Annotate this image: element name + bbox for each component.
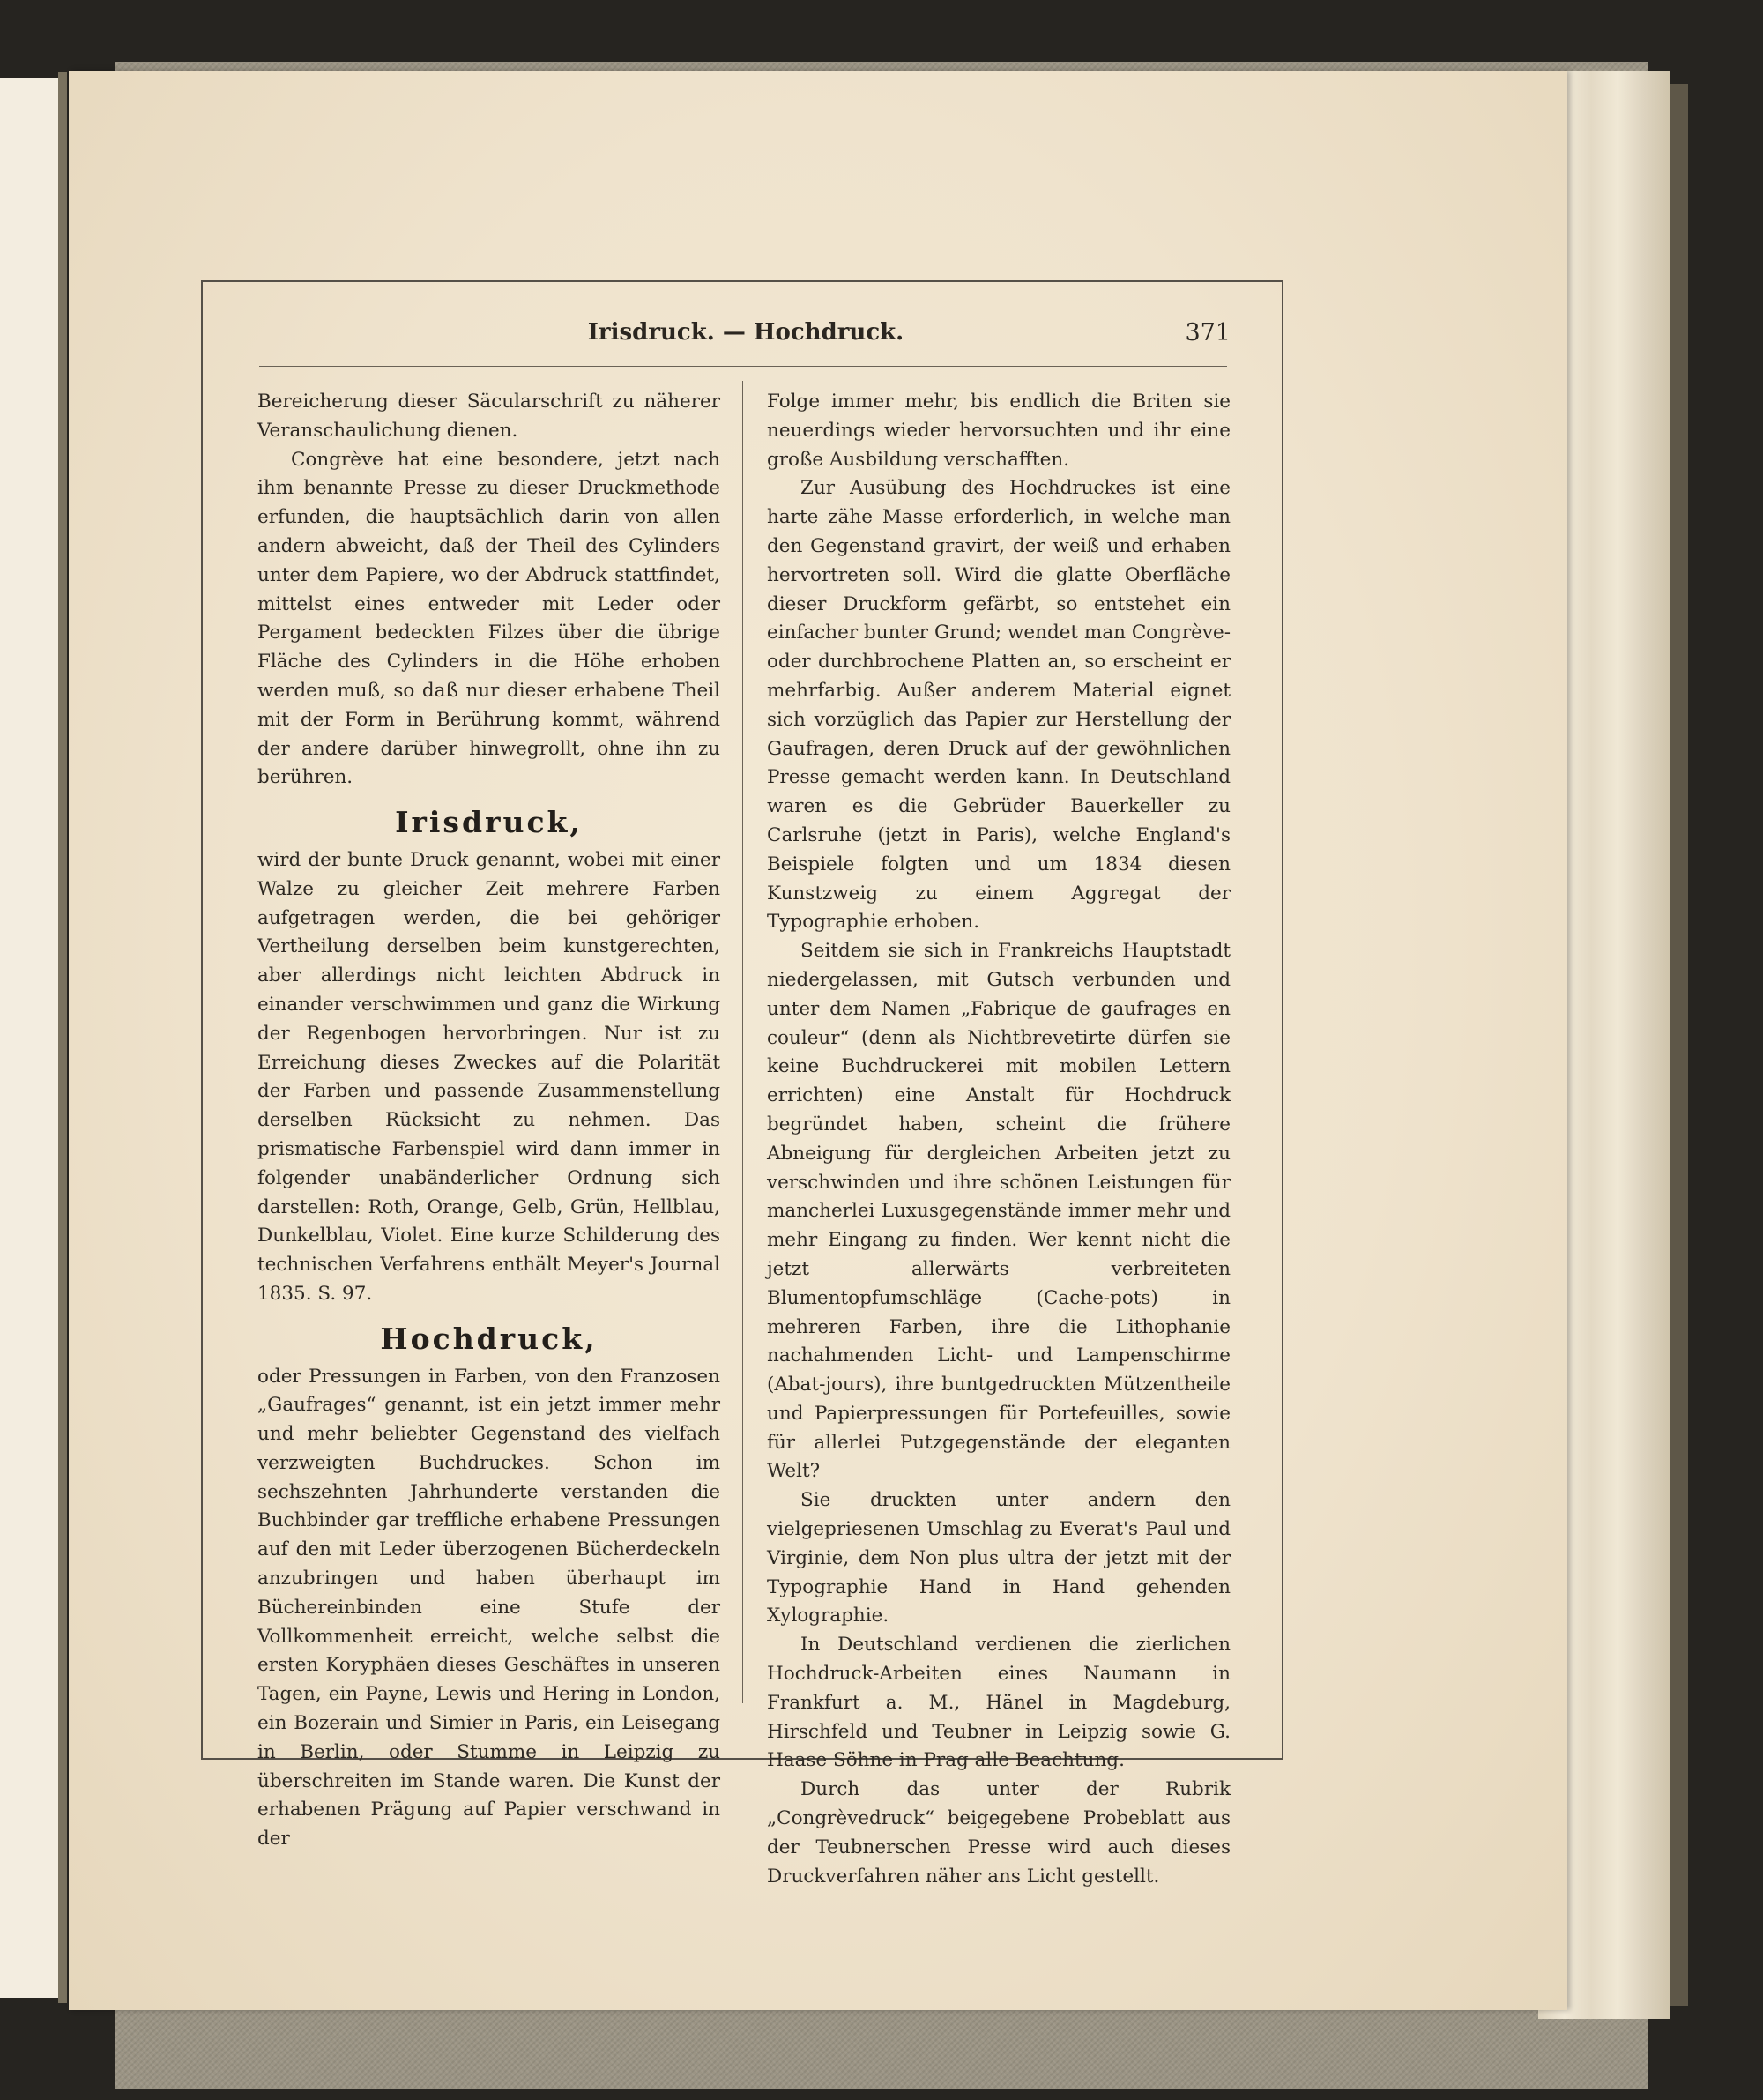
left-page-edge	[0, 78, 60, 1998]
paragraph: Seitdem sie sich in Frankreichs Hauptstadt niedergelassen, mit Gutsch verbunden und unter dem Namen „Fabrique de gaufrages en couleur“ (denn als Nichtbrevetirte dürfen sie keine Buchdruckerei mit mobilen Lettern errichten) eine Anstalt für Hochdruck begründet haben, scheint die frühere Abneigung für dergleichen Arbeiten jetzt zu verschwinden und ihre schönen Leistungen für mancherlei Luxusgegenstände immer mehr und mehr Eingang zu finden. Wer kennt nicht die jetzt allerwärts verbreiteten Blumentopfumschläge (Cache-pots) in mehreren Farben, ihre die Lithophanie nachahmenden Licht- und Lampenschirme (Abat-jours), ihre buntgedruckten Mützentheile und Papierpressungen für Portefeuilles, sowie für allerlei Putzgegenstände der eleganten Welt?	[767, 940, 1231, 1483]
right-column	[767, 388, 1231, 1891]
right-cover-board	[1670, 84, 1688, 2006]
paragraph: wird der bunte Druck genannt, wobei mit einer Walze zu gleicher Zeit mehrere Farben aufgetragen werden, die bei gehöriger Vertheilung derselben beim kunstgerechten, aber allerdings nicht leichten Abdruck in einander verschwimmen und ganz die Wirkung der Regenbogen hervorbringen. Nur ist zu Erreichung dieses Zweckes auf die Polarität der Farben und passende Zusammenstellung derselben Rücksicht zu nehmen. Das prismatische Farbenspiel wird dann immer in folgender unabänderlicher Ordnung sich darstellen: Roth, Orange, Gelb, Grün, Hellblau, Dunkelblau, Violet. Eine kurze Schilderung des technischen Verfahrens enthält Meyer's Journal 1835. S. 97.	[257, 848, 720, 1305]
paragraph: Durch das unter der Rubrik „Congrèvedruck“ beigegebene Probeblatt aus der Teubnerschen Presse wird auch dieses Druckverfahren näher ans Licht gestellt.	[767, 1778, 1231, 1888]
section-heading-irisdruck: Irisdruck,	[395, 805, 583, 840]
paragraph: Bereicherung dieser Säcularschrift zu näherer Veranschaulichung dienen.	[257, 391, 720, 442]
header-rule	[259, 366, 1227, 367]
column-divider	[742, 381, 743, 1703]
running-head-title: Irisdruck. — Hochdruck.	[587, 319, 904, 346]
running-head	[261, 319, 1231, 354]
left-cover-board	[58, 72, 67, 2003]
paragraph: Folge immer mehr, bis endlich die Briten sie neuerdings wieder hervorsuchten und ihr eine große Ausbildung verschafften.	[767, 391, 1231, 471]
paragraph: In Deutschland verdienen die zierlichen Hochdruck-Arbeiten eines Naumann in Frankfurt a. M., Hänel in Magdeburg, Hirschfeld und Teubner in Leipzig sowie G. Haase Söhne in Prag alle Beachtung.	[767, 1634, 1231, 1772]
paragraph: Zur Ausübung des Hochdruckes ist eine harte zähe Masse erforderlich, in welche man den Gegenstand gravirt, der weiß und erhaben hervortreten soll. Wird die glatte Oberfläche dieser Druckform gefärbt, so entstehet ein einfacher bunter Grund; wendet man Congrève- oder durchbrochene Platten an, so erscheint er mehrfarbig. Außer anderem Material eignet sich vorzüglich das Papier zur Herstellung der Gaufragen, deren Druck auf der gewöhnlichen Presse gemacht werden kann. In Deutschland waren es die Gebrüder Bauerkeller zu Carlsruhe (jetzt in Paris), welche England's Beispiele folgten und um 1834 diesen Kunstzweig zu einem Aggregat der Typographie erhoben.	[767, 477, 1231, 934]
left-column	[257, 388, 720, 1854]
paragraph: Congrève hat eine besondere, jetzt nach ihm benannte Presse zu dieser Druckmethode erfunden, die hauptsächlich darin von allen andern abweicht, daß der Theil des Cylinders unter dem Papiere, wo der Abdruck stattfindet, mittelst eines entweder mit Leder oder Pergament bedeckten Filzes über die übrige Fläche des Cylinders in die Höhe erhoben werden muß, so daß nur dieser erhabene Theil mit der Form in Berührung kommt, während der andere darüber hinwegrollt, ohne ihn zu berühren.	[257, 448, 720, 789]
paragraph: oder Pressungen in Farben, von den Franzosen „Gaufrages“ genannt, ist ein jetzt immer mehr und mehr beliebter Gegenstand des vielfach verzweigten Buchdruckes. Schon im sechszehnten Jahrhunderte verstanden die Buchbinder gar treffliche erhabene Pressungen auf den mit Leder überzogenen Bücherdeckeln anzubringen und haben überhaupt im Büchereinbinden eine Stufe der Vollkommenheit erreicht, welche selbst die ersten Koryphäen dieses Geschäftes in unseren Tagen, ein Payne, Lewis und Hering in London, ein Bozerain und Simier in Paris, ein Leisegang in Berlin, oder Stumme in Leipzig zu überschreiten im Stande waren. Die Kunst der erhabenen Prägung auf Papier verschwand in der	[257, 1365, 720, 1851]
paragraph: Sie druckten unter andern den vielgepriesenen Umschlag zu Everat's Paul und Virginie, dem Non plus ultra der jetzt mit der Typographie Hand in Hand gehenden Xylographie.	[767, 1489, 1231, 1627]
page-number: 371	[1185, 319, 1231, 346]
section-heading-hochdruck: Hochdruck,	[380, 1321, 598, 1356]
